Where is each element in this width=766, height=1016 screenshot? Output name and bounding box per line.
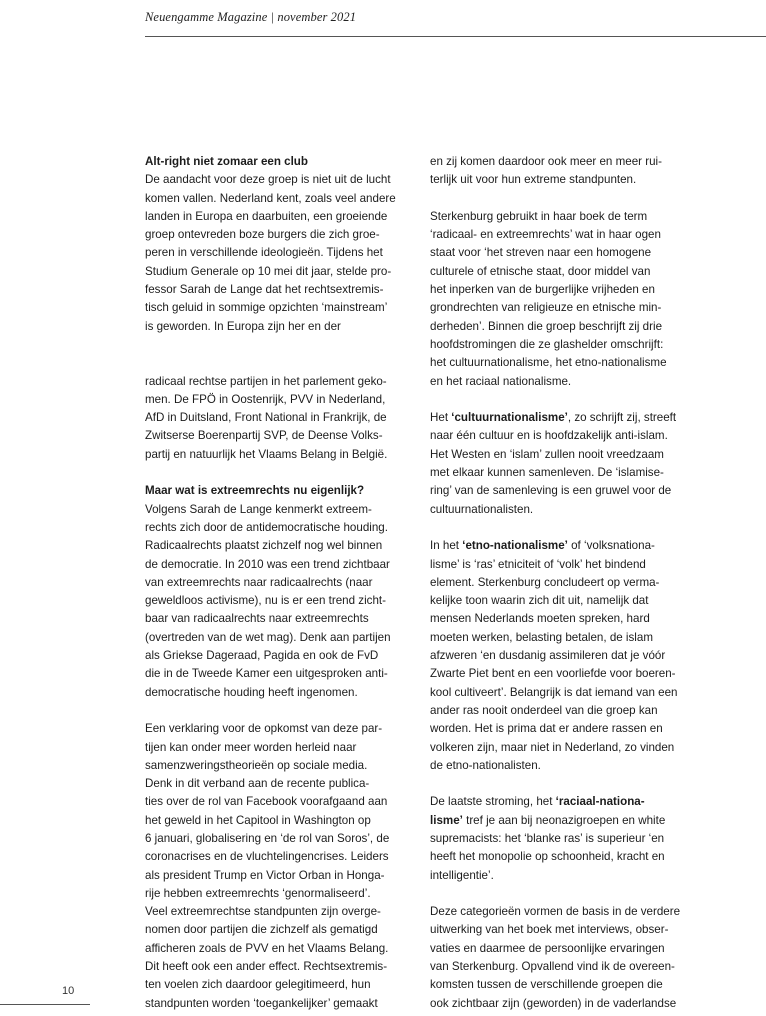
text-line: afficheren zoals de PVV en het Vlaams Belang. bbox=[145, 941, 389, 955]
text-line: heeft het monopolie op schoonheid, kracht en bbox=[430, 850, 665, 864]
text-line: peren in verschillende ideologieën. Tijdens het bbox=[145, 246, 383, 260]
text-line: Zwarte Piet bent en een voorliefde voor boeren- bbox=[430, 667, 676, 681]
text-run: , zo schrijft zij, streeft bbox=[567, 411, 677, 425]
footer-divider bbox=[0, 1004, 90, 1005]
text-line: hoofdstromingen die ze glashelder omschrijft: bbox=[430, 337, 664, 351]
text-run: In het bbox=[430, 539, 463, 553]
text-line: fessor Sarah de Lange dat het rechtsextremis- bbox=[145, 283, 384, 297]
text-line: naar één cultuur en is hoofdzakelijk anti-islam. bbox=[430, 429, 668, 443]
text-line: radicaal rechtse partijen in het parlement geko- bbox=[145, 374, 387, 388]
text-line: van Sterkenburg. Opvallend vind ik de overeen- bbox=[430, 960, 675, 974]
text-line: baar van radicaalrechts naar extreemrechts bbox=[145, 612, 369, 626]
text-line: tijen kan onder meer worden herleid naar bbox=[145, 740, 357, 754]
paragraph-gap bbox=[430, 391, 700, 409]
text-line: ‘radicaal- en extreemrechts’ wat in haar ogen bbox=[430, 228, 661, 242]
text-run: De laatste stroming, het bbox=[430, 795, 556, 809]
text-line: Het Westen en ‘islam’ zullen nooit vreedzaam bbox=[430, 447, 664, 461]
text-line: groep ontevreden boze burgers die zich groe- bbox=[145, 228, 380, 242]
text-line: geweldloos activisme), nu is er een trend zicht- bbox=[145, 594, 387, 608]
text-line: als president Trump en Victor Orban in Honga- bbox=[145, 868, 385, 882]
text-line: komsten tussen de verschillende groepen die bbox=[430, 978, 663, 992]
text-line: en zij komen daardoor ook meer en meer rui- bbox=[430, 155, 662, 168]
text-line: de etno-nationalisten. bbox=[430, 758, 541, 772]
text-line: grondrechten van religieuze en etnische min- bbox=[430, 301, 662, 315]
text-line: het geweld in het Capitool in Washington op bbox=[145, 813, 371, 827]
text-line: nomen door partijen die zichzelf als gematigd bbox=[145, 923, 378, 937]
text-line: mensen Nederlands moeten spreken, hard bbox=[430, 612, 650, 626]
text-line: kelijke toon waarin zich dit uit, namelijk dat bbox=[430, 594, 649, 608]
text-line: ander ras nooit onderdeel van die groep kan bbox=[430, 703, 658, 717]
text-line: tisch geluid in sommige opzichten ‘mainstream’ bbox=[145, 301, 388, 315]
bold-term: lisme’ bbox=[430, 813, 463, 827]
text-line: terlijk uit voor hun extreme standpunten. bbox=[430, 173, 637, 187]
text-line bbox=[430, 812, 700, 830]
text-line: coronacrises en de vluchtelingencrises. Leiders bbox=[145, 850, 389, 864]
paragraph-gap bbox=[145, 336, 415, 354]
page-number: 10 bbox=[62, 985, 75, 997]
text-line: Een verklaring voor de opkomst van deze par- bbox=[145, 722, 383, 736]
text-line: culturele of etnische staat, door middel van bbox=[430, 264, 651, 278]
paragraph-gap bbox=[145, 354, 415, 372]
text-line: Deze categorieën vormen de basis in de verdere bbox=[430, 905, 681, 919]
text-line: komen vallen. Nederland kent, zoals veel andere bbox=[145, 191, 396, 205]
paragraph-gap bbox=[430, 519, 700, 537]
text-line: Radicaalrechts plaatst zichzelf nog wel binnen bbox=[145, 539, 383, 553]
text-line: de democratie. In 2010 was een trend zichtbaar bbox=[145, 557, 390, 571]
paragraph-gap bbox=[145, 702, 415, 720]
text-line: Denk in dit verband aan de recente publica- bbox=[145, 777, 370, 791]
text-line: supremacists: het ‘blanke ras’ is superieur ‘en bbox=[430, 831, 665, 845]
right-column bbox=[430, 153, 700, 1013]
text-run: of ‘volksnationa- bbox=[567, 539, 655, 553]
text-line: is geworden. In Europa zijn her en der bbox=[145, 319, 341, 333]
paragraph-gap bbox=[430, 190, 700, 208]
text-line: het cultuurnationalisme, het etno-nationalisme bbox=[430, 356, 667, 370]
text-line: Volgens Sarah de Lange kenmerkt extreem- bbox=[145, 502, 372, 516]
text-line: AfD in Duitsland, Front National in Frankrijk, de bbox=[145, 411, 387, 425]
text-line: samenzweringstheorieën op sociale media. bbox=[145, 758, 368, 772]
magazine-header: Neuengamme Magazine | november 2021 bbox=[145, 10, 357, 24]
text-line: democratische houding heeft ingenomen. bbox=[145, 685, 358, 699]
text-line: Sterkenburg gebruikt in haar boek de term bbox=[430, 209, 648, 223]
bold-term: ‘cultuurnationalisme’ bbox=[451, 411, 568, 425]
text-line: men. De FPÖ in Oostenrijk, PVV in Nederland, bbox=[145, 392, 386, 406]
text-line: (overtreden van de wet mag). Denk aan partijen bbox=[145, 630, 391, 644]
text-line: moeten werken, belasting betalen, de islam bbox=[430, 630, 653, 644]
text-run: Het bbox=[430, 411, 452, 425]
text-line: rechts zich door de antidemocratische houding. bbox=[145, 520, 388, 534]
text-line: en het raciaal nationalisme. bbox=[430, 374, 572, 388]
text-line: met elkaar kunnen samenleven. De ‘islamise- bbox=[430, 466, 664, 480]
text-line bbox=[430, 409, 700, 427]
text-line: volkeren zijn, maar niet in Nederland, zo vinden bbox=[430, 740, 675, 754]
text-line: worden. Het is prima dat er andere rassen en bbox=[430, 722, 663, 736]
text-line: van extreemrechts naar radicaalrechts (naar bbox=[145, 575, 373, 589]
text-line: ten voelen zich daardoor gelegitimeerd, hun bbox=[145, 978, 371, 992]
text-line: vaties en daarmee de persoonlijke ervaringen bbox=[430, 941, 665, 955]
text-line: cultuurnationalisten. bbox=[430, 502, 534, 516]
text-line: het inperken van de burgerlijke vrijheden en bbox=[430, 283, 655, 297]
text-line: partij en natuurlijk het Vlaams Belang in België. bbox=[145, 447, 388, 461]
text-line: kool cultiveert’. Belangrijk is dat iemand van een bbox=[430, 685, 678, 699]
text-line: intelligentie’. bbox=[430, 868, 494, 882]
text-line: ring’ van de samenleving is een gruwel voor de bbox=[430, 484, 672, 498]
section-heading: Maar wat is extreemrechts nu eigenlijk? bbox=[145, 484, 365, 498]
text-line: ties over de rol van Facebook voorafgaand aan bbox=[145, 795, 388, 809]
text-line: 6 januari, globalisering en ‘de rol van Soros’, de bbox=[145, 831, 390, 845]
text-line: Zwitserse Boerenpartij SVP, de Deense Volks- bbox=[145, 429, 383, 443]
section-heading: Alt-right niet zomaar een club bbox=[145, 155, 308, 168]
paragraph-gap bbox=[430, 885, 700, 903]
text-line: als Griekse Dageraad, Pagida en ook de FvD bbox=[145, 649, 379, 663]
header-divider bbox=[145, 36, 766, 37]
text-line: Dit heeft ook een ander effect. Rechtsextremis- bbox=[145, 960, 388, 974]
left-column bbox=[145, 153, 415, 1013]
text-line bbox=[430, 537, 700, 555]
text-line: ook zichtbaar zijn (geworden) in de vaderlandse bbox=[430, 996, 677, 1010]
text-line: element. Sterkenburg concludeert op verma- bbox=[430, 575, 660, 589]
text-line: derheden’. Binnen die groep beschrijft zij drie bbox=[430, 319, 663, 333]
text-line: staat voor ‘het streven naar een homogene bbox=[430, 246, 652, 260]
text-line: die in de Tweede Kamer een uitgesproken anti- bbox=[145, 667, 388, 681]
paragraph-gap bbox=[145, 464, 415, 482]
text-line: uitwerking van het boek met interviews, obser- bbox=[430, 923, 669, 937]
paragraph-gap bbox=[430, 775, 700, 793]
bold-term: ‘etno-nationalisme’ bbox=[462, 539, 568, 553]
text-line: rije hebben extreemrechts ‘genormaliseerd’. bbox=[145, 886, 371, 900]
bold-term: ‘raciaal-nationa- bbox=[555, 795, 645, 809]
text-line: lisme’ is ‘ras’ etniciteit of ‘volk’ het bindend bbox=[430, 557, 646, 571]
text-run: tref je aan bij neonazigroepen en white bbox=[462, 813, 666, 827]
text-line: Veel extreemrechtse standpunten zijn overge- bbox=[145, 905, 381, 919]
text-line: afzweren ‘en dusdanig assimileren dat je vóór bbox=[430, 649, 666, 663]
text-line: Studium Generale op 10 mei dit jaar, stelde pro- bbox=[145, 264, 392, 278]
text-line bbox=[430, 793, 700, 811]
text-line: landen in Europa en daarbuiten, een groeiende bbox=[145, 209, 388, 223]
text-line: standpunten worden ‘toegankelijker’ gemaakt bbox=[145, 996, 378, 1010]
text-line: De aandacht voor deze groep is niet uit de lucht bbox=[145, 173, 391, 187]
